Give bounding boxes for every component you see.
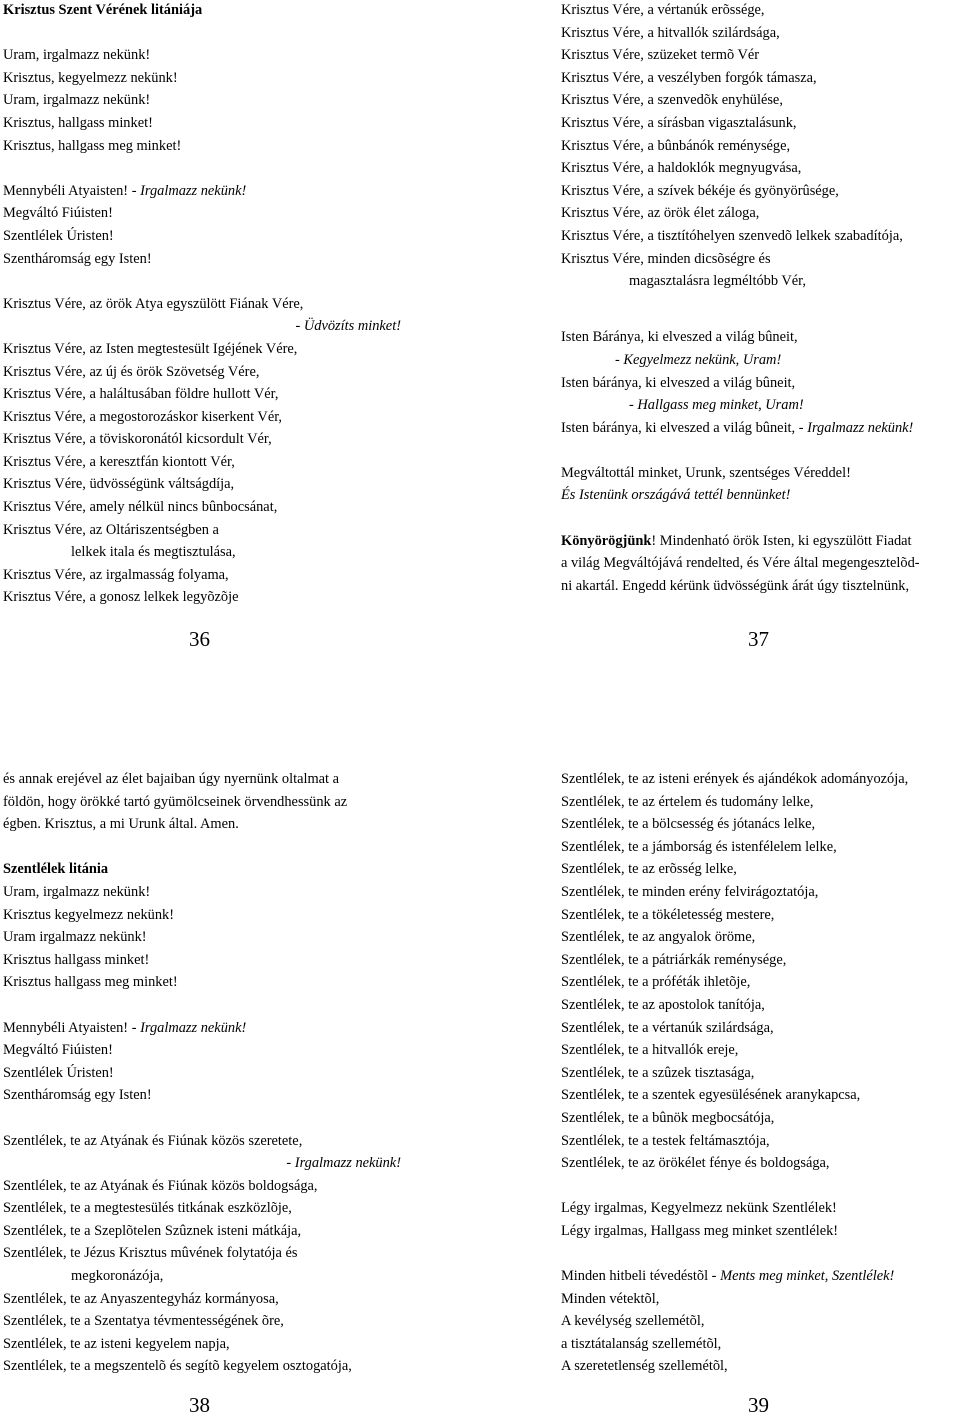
text-line: Isten Báránya, ki elveszed a világ bûneit, [561, 329, 798, 346]
text-line: Krisztus Vére, az új és örök Szövetség Vére, [3, 363, 260, 380]
page-number: 36 [189, 627, 210, 651]
text-line: Krisztus Vére, amely nélkül nincs bûnbocsánat, [3, 499, 278, 516]
text-line: Szentlélek, te a jámborság és istenfélelem lelke, [561, 838, 837, 855]
text-line: Krisztus Vére, az örök Atya egyszülött Fiának Vére, [3, 295, 304, 312]
text-line: Szentlélek Úristen! [3, 1064, 114, 1081]
text-line: Krisztus hallgass minket! [3, 951, 150, 968]
text-line: Krisztus, kegyelmezz nekünk! [3, 69, 178, 86]
text-line: égben. Krisztus, a mi Urunk által. Amen. [3, 816, 239, 833]
text-line: Uram, irgalmazz nekünk! [3, 47, 151, 64]
text-line: Szentlélek, te az Atyának és Fiúnak közös boldogsága, [3, 1177, 318, 1194]
text-line: Krisztus Vére, a szenvedõk enyhülése, [561, 92, 783, 109]
text-line: Krisztus hallgass meg minket! [3, 974, 178, 991]
text-line: Uram irgalmazz nekünk! [3, 929, 147, 946]
text-line: Szentlélek, te az Atyának és Fiúnak közös szeretete, [3, 1132, 303, 1149]
response-line: - Üdvözíts minket! [295, 318, 401, 335]
response-line: - Irgalmazz nekünk! [286, 1155, 401, 1172]
page-number: 39 [748, 1393, 769, 1417]
text-line: és annak erejével az élet bajaiban úgy nyernünk oltalmat a [3, 771, 340, 787]
text-line: Szentlélek, te a szentek egyesülésének aranykapcsa, [561, 1087, 861, 1104]
text-line: Szentlélek, te az Anyaszentegyház kormányosa, [3, 1290, 279, 1307]
page-37-text [561, 0, 960, 597]
text-line: Krisztus kegyelmezz nekünk! [3, 906, 175, 923]
text-line: Krisztus Vére, a tisztítóhelyen szenvedõ lelkek szabadítója, [561, 227, 903, 244]
litany-title: Krisztus Szent Vérének litániája [3, 2, 203, 18]
text-line: Krisztus Vére, a gonosz lelkek legyõzõje [3, 589, 239, 606]
text-line: Krisztus Vére, a keresztfán kiontott Vér, [3, 453, 235, 470]
text-line: Szentlélek, te a bûnök megbocsátója, [561, 1109, 775, 1126]
text-line: Krisztus, hallgass minket! [3, 114, 153, 131]
text-line: Szentlélek, te Jézus Krisztus mûvének folytatója és [3, 1245, 298, 1262]
text-line: Szentlélek, te minden erény felvirágoztatója, [561, 883, 819, 900]
text-line: Szentlélek, te a szûzek tisztasága, [561, 1064, 755, 1081]
text-line: A kevélység szellemétõl, [561, 1313, 705, 1330]
text-line: Megváltottál minket, Urunk, szentséges Véreddel! [561, 464, 851, 481]
text-line: Megváltó Fiúisten! [3, 1042, 113, 1059]
text-line: Isten báránya, ki elveszed a világ bûneit, [561, 374, 796, 391]
text-line: Krisztus Vére, a haláltusában földre hullott Vér, [3, 386, 279, 403]
page-number: 37 [748, 627, 769, 651]
text-line: Krisztus Vére, a haldoklók megnyugvása, [561, 160, 802, 177]
text-line: Krisztus Vére, a sírásban vigasztalásunk, [561, 114, 797, 131]
text-line: Szentháromság egy Isten! [3, 1087, 152, 1104]
text-line: Szentlélek, te a tökéletesség mestere, [561, 906, 775, 923]
text-line: Krisztus Vére, szüzeket termõ Vér [561, 47, 760, 64]
text-line: Szentlélek, te az angyalok öröme, [561, 929, 756, 946]
text-line: Krisztus Vére, a bûnbánók reménysége, [561, 137, 791, 154]
page-39-text [561, 768, 960, 1378]
text-line: Mennybéli Atyaisten! - Irgalmazz nekünk! [3, 182, 247, 199]
page-38-text [3, 768, 401, 1378]
text-line: Krisztus Vére, a veszélyben forgók támasza, [561, 69, 817, 86]
text-line: Szentlélek, te az isteni erények és ajándékok adományozója, [561, 771, 909, 787]
text-line: megkoronázója, [71, 1268, 164, 1285]
text-line: Megváltó Fiúisten! [3, 205, 113, 222]
text-line: Szentlélek, te az apostolok tanítója, [561, 996, 765, 1013]
text-line: Krisztus Vére, az Isten megtestesült Igéjének Vére, [3, 340, 298, 357]
litany-title: Szentlélek litánia [3, 861, 109, 878]
text-line: Krisztus Vére, üdvösségünk váltságdíja, [3, 476, 235, 493]
text-line: Szentlélek, te a bölcsesség és jótanács lelke, [561, 816, 816, 833]
text-line: Szentlélek, te a Szeplõtelen Szûznek isteni mátkája, [3, 1222, 302, 1239]
text-line: Krisztus Vére, az örök élet záloga, [561, 205, 760, 222]
page-36-text [3, 0, 401, 609]
text-line: Krisztus Vére, a hitvallók szilárdsága, [561, 24, 780, 41]
text-line: Krisztus Vére, a vértanúk erõssége, [561, 2, 765, 18]
text-line: Krisztus, hallgass meg minket! [3, 137, 182, 154]
text-line: a tisztátalanság szellemétõl, [561, 1335, 722, 1352]
page-number: 38 [189, 1393, 210, 1417]
text-line: Szentháromság egy Isten! [3, 250, 152, 267]
text-line: Szentlélek, te az örökélet fénye és boldogsága, [561, 1155, 830, 1172]
text-line: Szentlélek, te a hitvallók ereje, [561, 1042, 739, 1059]
text-line: a világ Megváltójává rendelted, és Vére által megengesztelõd- [561, 555, 920, 572]
text-line: Uram, irgalmazz nekünk! [3, 883, 151, 900]
text-line: Légy irgalmas, Kegyelmezz nekünk Szentlélek! [561, 1200, 837, 1217]
response-line: - Kegyelmezz nekünk, Uram! [615, 351, 782, 368]
text-line: Krisztus Vére, az irgalmasság folyama, [3, 566, 229, 583]
text-line: Szentlélek, te a megszentelõ és segítõ kegyelem osztogatója, [3, 1358, 352, 1375]
text-line: Szentlélek, te a próféták ihletõje, [561, 974, 751, 991]
text-line: Szentlélek, te a pátriárkák reménysége, [561, 951, 787, 968]
text-line: Könyörögjünk! Mindenható örök Isten, ki egyszülött Fiadat [561, 532, 912, 549]
text-line: Szentlélek, te a vértanúk szilárdsága, [561, 1019, 774, 1036]
text-line: Szentlélek Úristen! [3, 227, 114, 244]
response-line: - Hallgass meg minket, Uram! [629, 397, 804, 414]
text-line: A szeretetlenség szellemétõl, [561, 1358, 728, 1375]
text-line: Szentlélek, te a Szentatya tévmentességének õre, [3, 1313, 284, 1330]
text-line: Szentlélek, te az erõsség lelke, [561, 861, 737, 878]
text-line: ni akartál. Engedd kérünk üdvösségünk árát úgy tisztelnünk, [561, 577, 910, 594]
text-line: Krisztus Vére, a megostorozáskor kiserkent Vér, [3, 408, 283, 425]
text-line: Szentlélek, te az isteni kegyelem napja, [3, 1335, 230, 1352]
text-line: Uram, irgalmazz nekünk! [3, 92, 151, 109]
text-line: Isten báránya, ki elveszed a világ bûneit, - Irgalmazz nekünk! [561, 419, 914, 436]
text-line: Krisztus Vére, a szívek békéje és gyönyörûsége, [561, 182, 839, 199]
text-line: Szentlélek, te az értelem és tudomány lelke, [561, 793, 814, 810]
text-line: magasztalásra legméltóbb Vér, [629, 273, 806, 290]
text-line: Légy irgalmas, Hallgass meg minket szentlélek! [561, 1222, 839, 1239]
text-line: Mennybéli Atyaisten! - Irgalmazz nekünk! [3, 1019, 247, 1036]
text-line: földön, hogy örökké tartó gyümölcseinek örvendhessünk az [3, 793, 348, 810]
text-line: Krisztus Vére, minden dicsõségre és [561, 250, 771, 267]
text-line: Krisztus Vére, az Oltáriszentségben a [3, 521, 219, 538]
text-line: lelkek itala és megtisztulása, [71, 544, 236, 561]
response-line: És Istenünk országává tettél bennünket! [561, 487, 791, 504]
text-line: Minden vétektõl, [561, 1290, 660, 1307]
text-line: Szentlélek, te a megtestesülés titkának eszközlõje, [3, 1200, 292, 1217]
text-line: Szentlélek, te a testek feltámasztója, [561, 1132, 770, 1149]
text-line: Krisztus Vére, a töviskoronától kicsordult Vér, [3, 431, 272, 448]
text-line: Minden hitbeli tévedéstõl - Ments meg minket, Szentlélek! [561, 1268, 895, 1285]
